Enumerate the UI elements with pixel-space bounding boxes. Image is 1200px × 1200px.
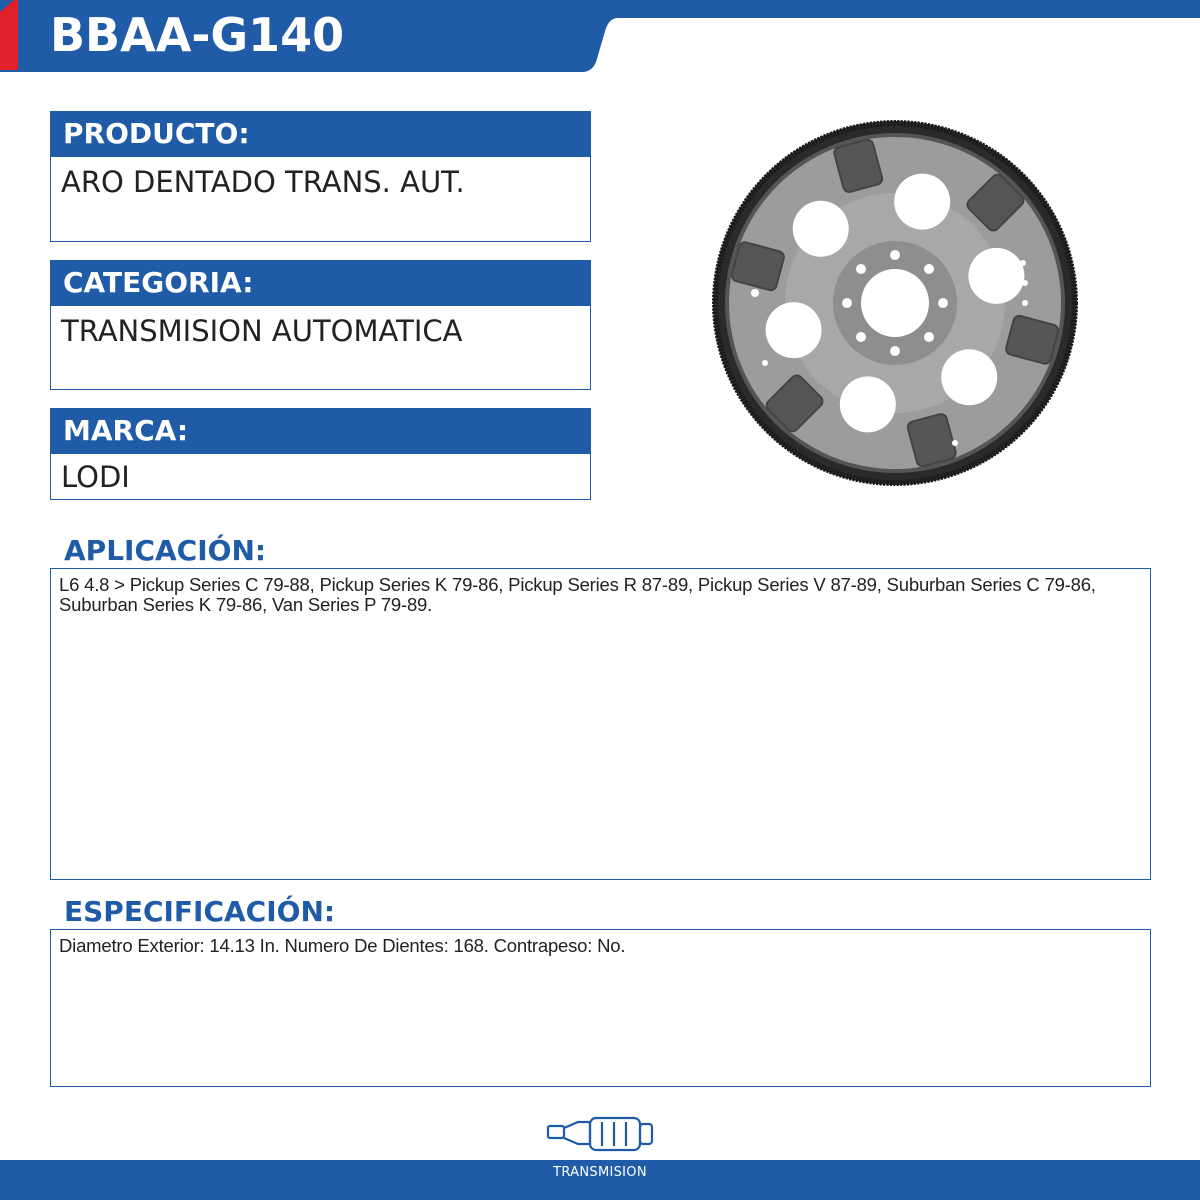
product-code-title: BBAA-G140 [50,8,345,62]
field-marca [50,408,591,500]
field-categoria [50,260,591,390]
flexplate-image [710,118,1080,488]
aplicacion-title: APLICACIÓN: [64,534,267,567]
field-categoria-value: TRANSMISION AUTOMATICA [50,306,591,390]
aplicacion-text: L6 4.8 > Pickup Series C 79-88, Pickup Series K 79-86, Pickup Series R 87-89, Pickup Series V 87-89, Suburban Series C 79-86, Suburban Series K 79-86, Van Series P 79-89. [59,574,1096,615]
field-producto-label: PRODUCTO: [50,111,591,157]
especificacion-title: ESPECIFICACIÓN: [64,895,336,928]
especificacion-text: Diametro Exterior: 14.13 In. Numero De Dientes: 168. Contrapeso: No. [59,935,626,956]
field-producto-value: ARO DENTADO TRANS. AUT. [50,157,591,242]
field-marca-label: MARCA: [50,408,591,454]
field-categoria-label: CATEGORIA: [50,260,591,306]
transmission-icon [544,1112,656,1154]
field-producto [50,111,591,242]
footer-category-label: TRANSMISION [553,1165,647,1180]
especificacion-box [50,929,1151,1087]
aplicacion-box [50,568,1151,880]
field-marca-value: LODI [50,454,591,500]
